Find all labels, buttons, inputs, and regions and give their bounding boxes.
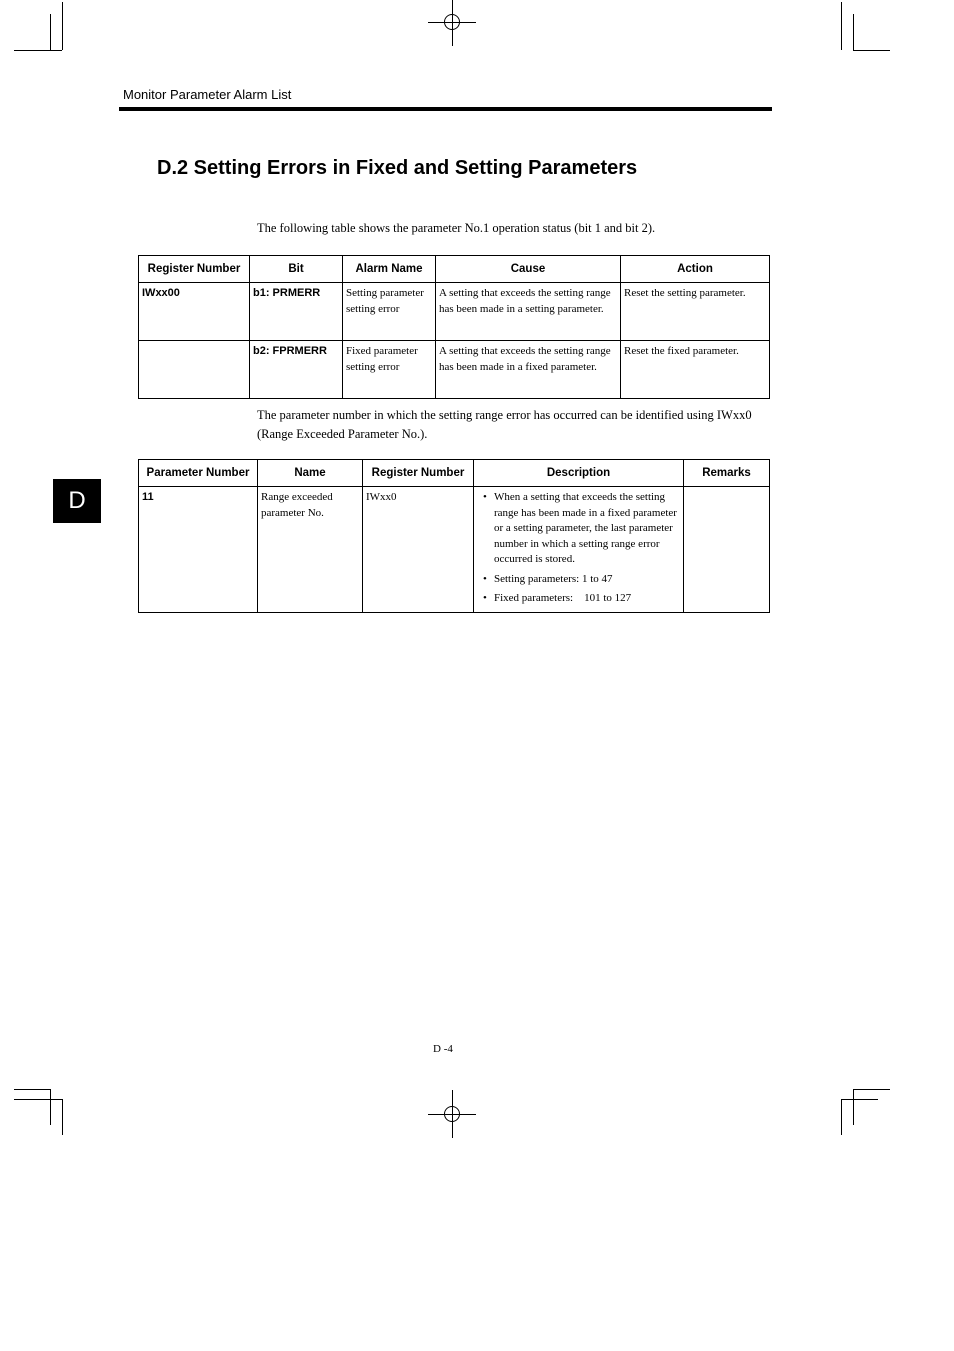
- col-register-number: Register Number: [139, 256, 250, 283]
- registration-mark-top: [438, 8, 466, 36]
- header-rule: [119, 107, 772, 111]
- cell-parameter-number: 11: [139, 487, 258, 613]
- table-header-row: [139, 460, 770, 487]
- col-name: Name: [258, 460, 363, 487]
- col-remarks: Remarks: [684, 460, 770, 487]
- intro-text: The following table shows the parameter No.1 operation status (bit 1 and bit 2).: [257, 221, 656, 235]
- table-row: [139, 283, 770, 341]
- chapter-tab: D: [53, 479, 101, 523]
- alarm-table: [138, 255, 770, 399]
- list-item: • When a setting that exceeds the setting range has been made in a fixed parameter or a setting parameter, the last parameter number in which a setting range error occurred is stored.: [494, 490, 680, 568]
- col-alarm-name: Alarm Name: [343, 256, 436, 283]
- parameter-table: [138, 459, 770, 613]
- section-title: D.2 Setting Errors in Fixed and Setting Parameters: [157, 157, 638, 179]
- note-text: The parameter number in which the setting range error has occurred can be identified using IWxx0 (Range Exceeded Parameter No.).: [257, 408, 752, 441]
- page-number: D -4: [433, 1043, 453, 1055]
- col-description: Description: [474, 460, 684, 487]
- cell-cause: A setting that exceeds the setting range has been made in a setting parameter.: [436, 283, 621, 341]
- description-list: [480, 490, 680, 607]
- cell-action: Reset the setting parameter.: [621, 283, 770, 341]
- cell-alarm-name: Fixed parameter setting error: [343, 341, 436, 399]
- cell-remarks: [684, 487, 770, 613]
- cell-cause: A setting that exceeds the setting range has been made in a fixed parameter.: [436, 341, 621, 399]
- col-action: Action: [621, 256, 770, 283]
- cell-bit: b1: PRMERR: [250, 283, 343, 341]
- table-row: [139, 341, 770, 399]
- col-cause: Cause: [436, 256, 621, 283]
- col-register-number: Register Number: [363, 460, 474, 487]
- running-header: Monitor Parameter Alarm List: [123, 87, 292, 102]
- col-parameter-number: Parameter Number: [139, 460, 258, 487]
- cell-bit: b2: FPRMERR: [250, 341, 343, 399]
- list-item: • Setting parameters: 1 to 47: [494, 572, 680, 588]
- col-bit: Bit: [250, 256, 343, 283]
- cell-register: IWxx0: [363, 487, 474, 613]
- cell-alarm-name: Setting parameter setting error: [343, 283, 436, 341]
- cell-register-continued: [139, 341, 250, 399]
- cell-name: Range exceeded parameter No.: [258, 487, 363, 613]
- cell-register: IWxx00: [139, 283, 250, 341]
- table-header-row: [139, 256, 770, 283]
- list-item: • Fixed parameters: 101 to 127: [494, 591, 680, 607]
- registration-mark-bottom: [438, 1100, 466, 1128]
- cell-action: Reset the fixed parameter.: [621, 341, 770, 399]
- table-row: [139, 487, 770, 613]
- cell-description: [474, 487, 684, 613]
